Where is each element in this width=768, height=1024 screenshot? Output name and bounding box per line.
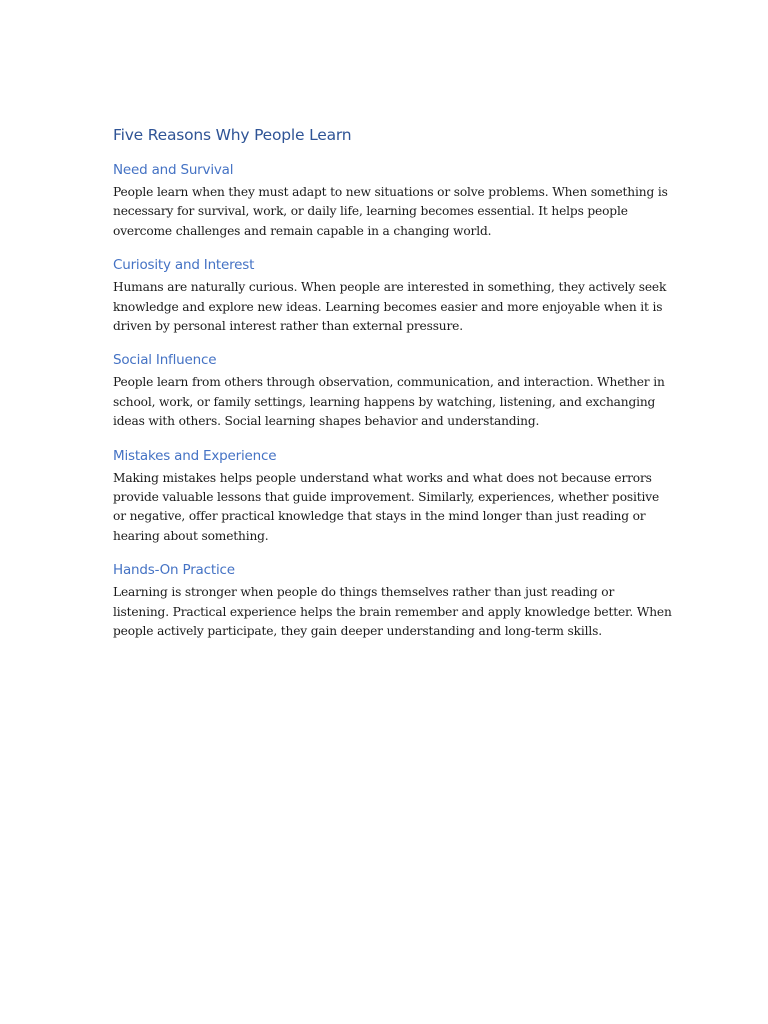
section-heading: Need and Survival bbox=[113, 162, 234, 178]
section-paragraph: Humans are naturally curious. When people are interested in something, they actively seek knowledge and explore new ideas. Learning becomes easier and more enjoyable when it is driven by personal interest rather than external pressure. bbox=[113, 280, 667, 334]
section-heading: Curiosity and Interest bbox=[113, 257, 255, 274]
section-heading: Social Influence bbox=[113, 352, 217, 369]
document-page bbox=[113, 124, 673, 656]
section-paragraph: People learn when they must adapt to new situations or solve problems. When something is necessary for survival, work, or daily life, learning becomes essential. It helps people overcome challenges and remain capable in a changing world. bbox=[113, 185, 668, 238]
section-heading: Hands-On Practice bbox=[113, 562, 235, 579]
section-paragraph: Learning is stronger when people do things themselves rather than just reading or listening. Practical experience helps the brain remember and apply knowledge better. When people actively participate, they gain deeper understanding and long-term skills. bbox=[113, 585, 672, 639]
section-heading: Mistakes and Experience bbox=[113, 447, 277, 464]
section-mistakes-and-experience bbox=[113, 446, 673, 547]
section-paragraph: Making mistakes helps people understand what works and what does not because errors provide valuable lessons that guide improvement. Similarly, experiences, whether positive or negative, offer practical knowledge that stays in the mind longer than just reading or hearing about something. bbox=[113, 470, 660, 543]
section-curiosity-and-interest bbox=[113, 255, 673, 336]
section-paragraph: People learn from others through observation, communication, and interaction. Whether in school, work, or family settings, learning happens by watching, listening, and exchanging ideas with others. Social learning shapes behavior and understanding. bbox=[113, 375, 665, 429]
section-social-influence bbox=[113, 350, 673, 431]
section-need-and-survival bbox=[113, 160, 673, 241]
document-title: Five Reasons Why People Learn bbox=[113, 126, 352, 144]
section-hands-on-practice bbox=[113, 560, 673, 641]
